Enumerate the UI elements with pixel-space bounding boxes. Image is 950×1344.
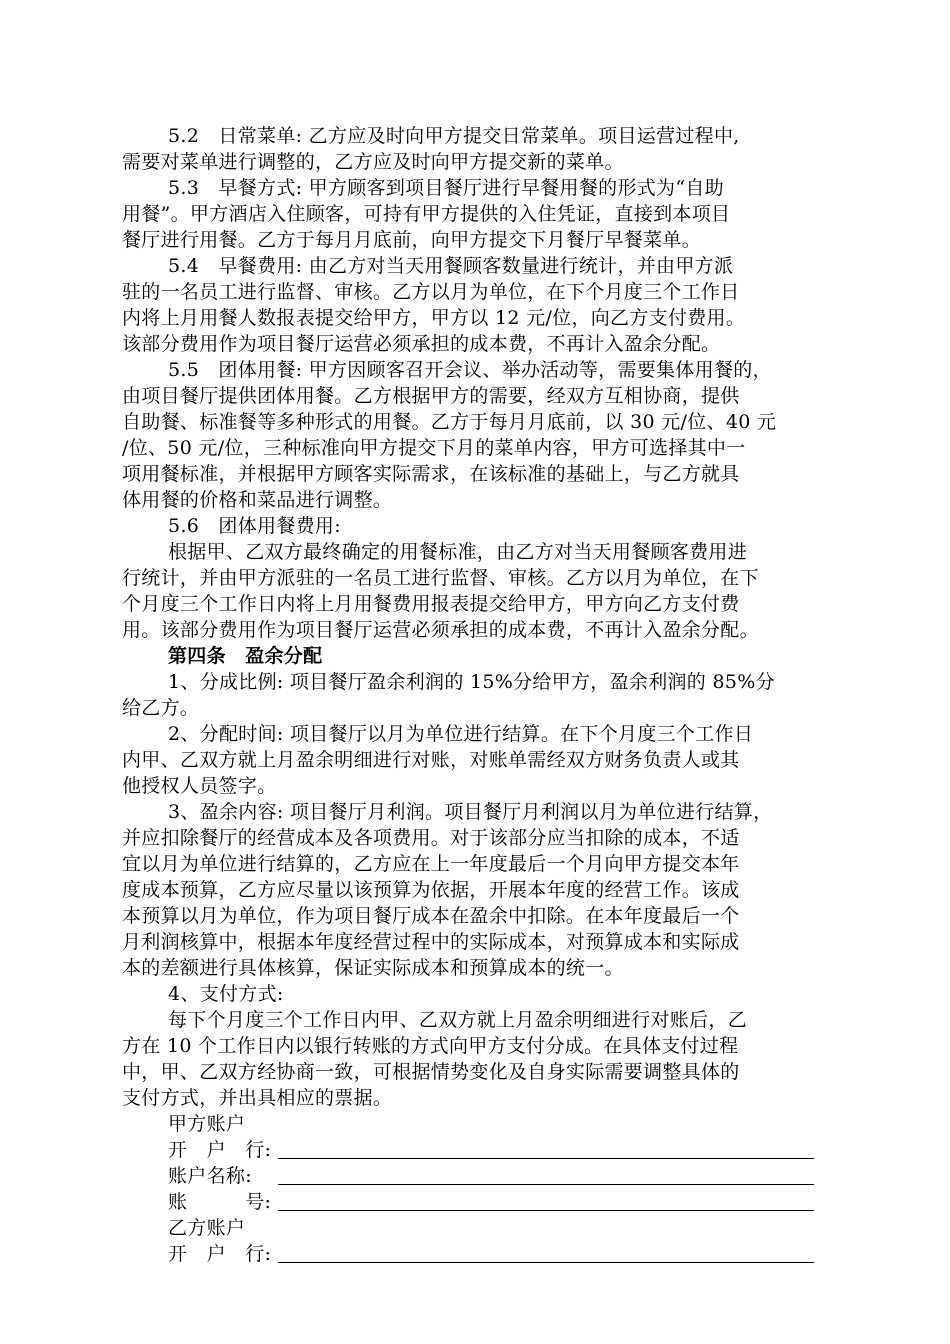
paragraph-line: 他授权人员签字。 [122, 775, 277, 797]
paragraph-line: 宜以月为单位进行结算的，乙方应在上一年度最后一个月向甲方提交本年 [122, 853, 740, 875]
paragraph-line: 本的差额进行具体核算，保证实际成本和预算成本的统一。 [122, 957, 624, 979]
paragraph-line: 根据甲、乙双方最终确定的用餐标准，由乙方对当天用餐顾客费用进 [168, 541, 748, 563]
account-heading: 乙方账户 [168, 1217, 246, 1239]
paragraph-line: 用餐”。甲方酒店入住顾客，可持有甲方提供的入住凭证，直接到本项目 [122, 203, 731, 225]
blank-fill-line [278, 1158, 814, 1159]
field-label: 开 户 行: [168, 1243, 272, 1265]
paragraph-line: 项用餐标准，并根据甲方顾客实际需求，在该标准的基础上，与乙方就具 [122, 463, 740, 485]
paragraph-line: 自助餐、标准餐等多种形式的用餐。乙方于每月月底前，以 30 元/位、40 元 [122, 411, 777, 433]
paragraph-line: 个月度三个工作日内将上月用餐费用报表提交给甲方，甲方向乙方支付费 [122, 593, 740, 615]
paragraph-line: 支付方式，并出具相应的票据。 [122, 1087, 393, 1109]
paragraph-line: 驻的一名员工进行监督、审核。乙方以月为单位，在下个月度三个工作日 [122, 281, 740, 303]
paragraph-line: 用。该部分费用作为项目餐厅运营必须承担的成本费，不再计入盈余分配。 [122, 619, 759, 641]
paragraph-line: 本预算以月为单位，作为项目餐厅成本在盈余中扣除。在本年度最后一个 [122, 905, 740, 927]
field-label: 开 户 行: [168, 1139, 272, 1161]
paragraph-line: 每下个月度三个工作日内甲、乙双方就上月盈余明细进行对账后，乙 [168, 1009, 748, 1031]
paragraph-line: 体用餐的价格和菜品进行调整。 [122, 489, 393, 511]
blank-fill-line [278, 1210, 814, 1211]
paragraph-line: 该部分费用作为项目餐厅运营必须承担的成本费，不再计入盈余分配。 [122, 333, 721, 355]
paragraph-line: 5.3 早餐方式: 甲方顾客到项目餐厅进行早餐用餐的形式为“自助 [168, 177, 724, 199]
paragraph-line: 5.2 日常菜单: 乙方应及时向甲方提交日常菜单。项目运营过程中, [168, 125, 740, 147]
paragraph-line: 5.5 团体用餐: 甲方因顾客召开会议、举办活动等，需要集体用餐的， [168, 359, 772, 381]
paragraph-line: 1、分成比例: 项目餐厅盈余利润的 15%分给甲方，盈余利润的 85%分 [168, 671, 775, 693]
paragraph-line: 3、盈余内容: 项目餐厅月利润。项目餐厅月利润以月为单位进行结算， [168, 801, 773, 823]
field-label: 账 号: [168, 1191, 272, 1213]
section-heading: 第四条 盈余分配 [168, 645, 323, 667]
paragraph-line: 中，甲、乙双方经协商一致，可根据情势变化及自身实际需要调整具体的 [122, 1061, 740, 1083]
blank-fill-line [278, 1184, 814, 1185]
paragraph-line: 5.6 团体用餐费用: [168, 515, 341, 537]
paragraph-line: 并应扣除餐厅的经营成本及各项费用。对于该部分应当扣除的成本，不适 [122, 827, 740, 849]
paragraph-line: 月利润核算中，根据本年度经营过程中的实际成本，对预算成本和实际成 [122, 931, 740, 953]
paragraph-line: 内甲、乙双方就上月盈余明细进行对账，对账单需经双方财务负责人或其 [122, 749, 740, 771]
account-heading: 甲方账户 [168, 1113, 246, 1135]
paragraph-line: 方在 10 个工作日内以银行转账的方式向甲方支付分成。在具体支付过程 [122, 1035, 739, 1057]
paragraph-line: 由项目餐厅提供团体用餐。乙方根据甲方的需要，经双方互相协商，提供 [122, 385, 740, 407]
paragraph-line: /位、50 元/位，三种标准向甲方提交下月的菜单内容，甲方可选择其中一 [122, 437, 746, 459]
paragraph-line: 行统计，并由甲方派驻的一名员工进行监督、审核。乙方以月为单位，在下 [122, 567, 759, 589]
paragraph-line: 5.4 早餐费用: 由乙方对当天用餐顾客数量进行统计，并由甲方派 [168, 255, 734, 277]
paragraph-line: 2、分配时间: 项目餐厅以月为单位进行结算。在下个月度三个工作日 [168, 723, 754, 745]
paragraph-line: 给乙方。 [122, 697, 200, 719]
paragraph-line: 餐厅进行用餐。乙方于每月月底前，向甲方提交下月餐厅早餐菜单。 [122, 229, 702, 251]
paragraph-line: 需要对菜单进行调整的，乙方应及时向甲方提交新的菜单。 [122, 151, 624, 173]
field-label: 账户名称: [168, 1165, 252, 1187]
paragraph-line: 内将上月用餐人数报表提交给甲方，甲方以 12 元/位，向乙方支付费用。 [122, 307, 746, 329]
blank-fill-line [278, 1262, 814, 1263]
paragraph-line: 4、支付方式: [168, 983, 284, 1005]
paragraph-line: 度成本预算，乙方应尽量以该预算为依据，开展本年度的经营工作。该成 [122, 879, 740, 901]
